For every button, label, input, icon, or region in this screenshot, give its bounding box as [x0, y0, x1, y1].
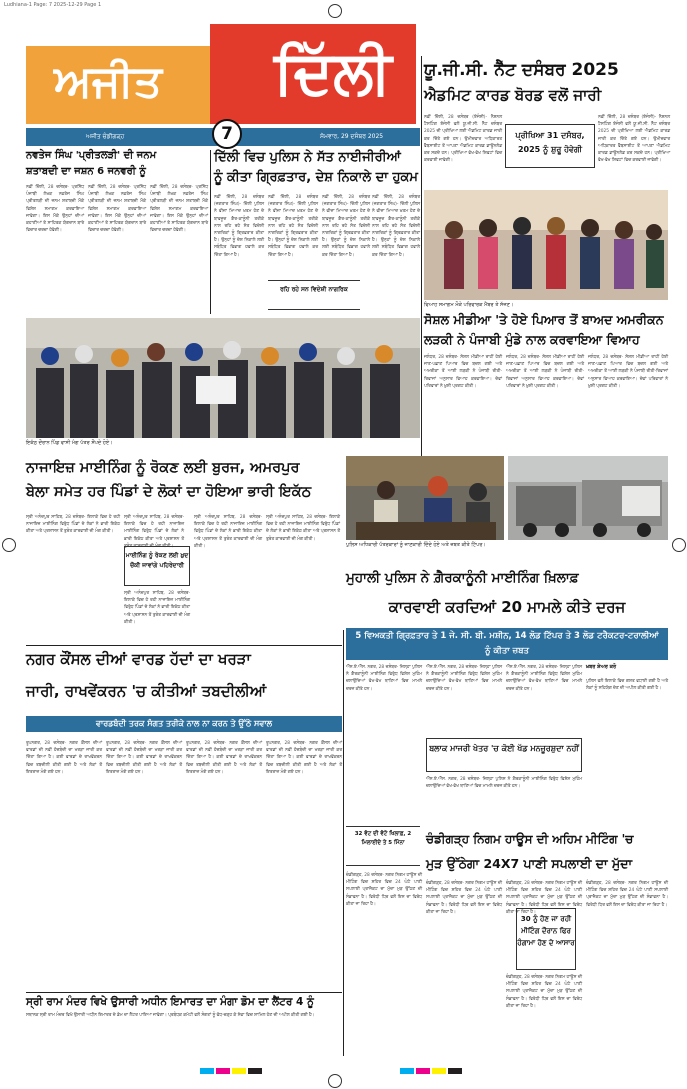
council-headline-2: ਜਾਰੀ, ਰਾਖਵੇਂਕਰਨ 'ਚ ਕੀਤੀਆਂ ਤਬਦੀਲੀਆਂ: [26, 682, 267, 700]
mining-protest-headline-1: ਨਾਜਾਇਜ਼ ਮਾਈਨਿੰਗ ਨੂੰ ਰੋਕਣ ਲਈ ਬੁਰਜ, ਅਮਰਪੁਰ: [26, 460, 300, 476]
column-rule: [421, 56, 422, 456]
column-rule: [343, 630, 344, 1056]
navtej-body-col3: ਨਵੀਂ ਦਿੱਲੀ, 28 ਦਸੰਬਰ- ਪ੍ਰਸਿੱਧ ਪੰਜਾਬੀ ਲੇਖਕ ਨਵਤੇਜ ਸਿੰਘ ਪ੍ਰੀਤਲੜੀ ਦੀ ਜਨਮ ਸ਼ਤਾਬਦੀ ਮੌਕੇ ਵਿਸ਼ੇਸ਼ ਸਮਾਗਮ ਕਰਵਾਇਆ ਜਾਵੇਗਾ। ਇਸ ਮੌਕੇ ਉਨ੍ਹਾਂ ਦੀਆਂ ਕਹਾਣੀਆਂ ਤੇ ਸਾਹਿਤਕ ਯੋਗਦਾਨ ਬਾਰੇ ਵਿਚਾਰ ਚਰਚਾ ਹੋਵੇਗੀ।: [150, 185, 208, 234]
sidebar-kicker: ਖ਼ਬਰ ਸ਼ੇਅਰ ਕਰੋ: [586, 664, 617, 670]
mining-protest-body-col2: ਸ੍ਰੀ ਅਨੰਦਪੁਰ ਸਾਹਿਬ, 28 ਦਸੰਬਰ- ਇਲਾਕੇ ਵਿਚ ਹੋ ਰਹੀ ਨਾਜਾਇਜ਼ ਮਾਈਨਿੰਗ ਵਿਰੁੱਧ ਪਿੰਡਾਂ ਦੇ ਲੋਕਾਂ ਨੇ ਭਾਰੀ ਇਕੱਠ ਕੀਤਾ ਅਤੇ ਪ੍ਰਸ਼ਾਸਨ ਤੋਂ ਤੁਰੰਤ ਕਾਰਵਾਈ ਦੀ ਮੰਗ ਕੀਤੀ।: [124, 515, 184, 549]
mohali-headline-2: ਕਾਰਵਾਈ ਕਰਦਿਆਂ 20 ਮਾਮਲੇ ਕੀਤੇ ਦਰਜ: [388, 598, 626, 616]
temple-body: ਸਥਾਨਕ ਸ੍ਰੀ ਰਾਮ ਮੰਦਰ ਵਿਖੇ ਉਸਾਰੀ ਅਧੀਨ ਇਮਾਰਤ ਦੇ ਡੋਮ ਦਾ ਲੈਂਟਰ ਪਾਇਆ ਜਾਵੇਗਾ। ਪ੍ਰਬੰਧਕ ਕਮੇਟੀ ਵਲੋਂ ਸੰਗਤਾਂ ਨੂੰ ਵੱਧ-ਚੜ੍ਹ ਕੇ ਸੇਵਾ ਵਿਚ ਸ਼ਾਮਿਲ ਹੋਣ ਦੀ ਅਪੀਲ ਕੀਤੀ ਗਈ ਹੈ।: [26, 1013, 315, 1018]
council-body: ਰੂਪਨਗਰ, 28 ਦਸੰਬਰ- ਨਗਰ ਕੌਂਸਲ ਦੀਆਂ ਵਾਰਡਾਂ ਦੀ ਨਵੀਂ ਹੱਦਬੰਦੀ ਦਾ ਖਰੜਾ ਜਾਰੀ ਕਰ ਦਿੱਤਾ ਗਿਆ ਹੈ। ਕਈ ਵਾਰਡਾਂ ਦੇ ਰਾਖਵੇਂਕਰਨ ਵਿਚ ਤਬਦੀਲੀ ਕੀਤੀ ਗਈ ਹੈ ਅਤੇ ਲੋਕਾਂ ਤੋਂ ਇਤਰਾਜ਼ ਮੰਗੇ ਗਏ ਹਨ।: [26, 741, 102, 775]
mohali-body: ਐੱਸ.ਏ.ਐੱਸ. ਨਗਰ, 28 ਦਸੰਬਰ- ਜ਼ਿਲ੍ਹਾ ਪੁਲਿਸ ਨੇ ਗ਼ੈਰਕਾਨੂੰਨੀ ਮਾਈਨਿੰਗ ਵਿਰੁੱਧ ਵਿਸ਼ੇਸ਼ ਮੁਹਿੰਮ ਚਲਾਉਂਦਿਆਂ ਵੱਖ-ਵੱਖ ਥਾਣਿਆਂ ਵਿਚ ਮਾਮਲੇ ਦਰਜ ਕੀਤੇ ਹਨ।: [346, 665, 422, 692]
mohali-caption: ਪੁਲਿਸ ਅਧਿਕਾਰੀ ਪੱਤਰਕਾਰਾਂ ਨੂੰ ਜਾਣਕਾਰੀ ਦਿੰਦੇ ਹੋਏ ਅਤੇ ਜ਼ਬਤ ਕੀਤੇ ਟਿੱਪਰ।: [346, 542, 486, 548]
mohali-box: ਬਲਾਕ ਮਾਜਰੀ ਖੇਤਰ 'ਚ ਕੋਈ ਖੱਡ ਮਨਜ਼ੂਰਸ਼ੁਦਾ ਨਹੀਂ: [426, 738, 582, 772]
sidebar-body: ਪੁਲਿਸ ਵਲੋਂ ਇਲਾਕੇ ਵਿਚ ਗਸ਼ਤ ਵਧਾਈ ਗਈ ਹੈ ਅਤੇ ਲੋਕਾਂ ਨੂੰ ਸਹਿਯੋਗ ਦੇਣ ਦੀ ਅਪੀਲ ਕੀਤੀ ਗਈ ਹੈ।: [586, 679, 668, 692]
chandigarh-pullquote: 32 ਵੋਟ ਦੀ ਵੋਟੋ ਖਿਲਾਫ਼, 2 ਮਿਲਾਈਦੇ ਤੇ 5 ਮਿੰਨਾ: [346, 826, 420, 866]
mohali-trucks-photo-art: [508, 456, 668, 540]
mining-protest-body-col2b: ਸ੍ਰੀ ਅਨੰਦਪੁਰ ਸਾਹਿਬ, 28 ਦਸੰਬਰ- ਇਲਾਕੇ ਵਿਚ ਹੋ ਰਹੀ ਨਾਜਾਇਜ਼ ਮਾਈਨਿੰਗ ਵਿਰੁੱਧ ਪਿੰਡਾਂ ਦੇ ਲੋਕਾਂ ਨੇ ਭਾਰੀ ਇਕੱਠ ਕੀਤਾ ਅਤੇ ਪ੍ਰਸ਼ਾਸਨ ਤੋਂ ਤੁਰੰਤ ਕਾਰਵਾਈ ਦੀ ਮੰਗ ਕੀਤੀ।: [124, 591, 190, 625]
chandigarh-headline-1: ਚੰਡੀਗੜ੍ਹ ਨਿਗਮ ਹਾਊਸ ਦੀ ਅਹਿਮ ਮੀਟਿੰਗ 'ਚ: [426, 832, 634, 846]
mining-protest-pullquote: ਮਾਈਨਿੰਗ ਨੂੰ ਰੋਕਣ ਲਈ ਖ਼ੁਦ ਚੌਕੀ ਜਾਵਾਂਗੇ ਪਹਿਰੇਦਾਰੀ: [124, 546, 190, 586]
police-headline-2: ਨੂੰ ਕੀਤਾ ਗ੍ਰਿਫ਼ਤਾਰ, ਦੇਸ਼ ਨਿਕਾਲੇ ਦਾ ਹੁਕਮ: [214, 170, 418, 185]
column-rule: [210, 150, 211, 314]
mining-protest-body: ਸ੍ਰੀ ਅਨੰਦਪੁਰ ਸਾਹਿਬ, 28 ਦਸੰਬਰ- ਇਲਾਕੇ ਵਿਚ ਹੋ ਰਹੀ ਨਾਜਾਇਜ਼ ਮਾਈਨਿੰਗ ਵਿਰੁੱਧ ਪਿੰਡਾਂ ਦੇ ਲੋਕਾਂ ਨੇ ਭਾਰੀ ਇਕੱਠ ਕੀਤਾ ਅਤੇ ਪ੍ਰਸ਼ਾਸਨ ਤੋਂ ਤੁਰੰਤ ਕਾਰਵਾਈ ਦੀ ਮੰਗ ਕੀਤੀ।: [26, 515, 120, 535]
masthead-city-block: [210, 24, 416, 124]
wedding-headline-1: ਸੋਸ਼ਲ ਮੀਡੀਆ 'ਤੇ ਹੋਏ ਪਿਆਰ ਤੋਂ ਬਾਅਦ ਅਮਰੀਕਨ: [424, 312, 664, 327]
police-body: ਨਵੀਂ ਦਿੱਲੀ, 28 ਦਸੰਬਰ (ਜਗਤਾਰ ਸਿੰਘ)- ਦਿੱਲੀ ਪੁਲਿਸ ਨੇ ਵੀਜ਼ਾ ਮਿਆਦ ਖ਼ਤਮ ਹੋਣ ਦੇ ਬਾਵਜੂਦ ਗ਼ੈਰ-ਕਾਨੂੰਨੀ ਤਰੀਕੇ ਨਾਲ ਰਹਿ ਰਹੇ ਸੱਤ ਵਿਦੇਸ਼ੀ ਨਾਗਰਿਕਾਂ ਨੂੰ ਗ੍ਰਿਫ਼ਤਾਰ ਕੀਤਾ ਹੈ। ਉਨ੍ਹਾਂ ਨੂੰ ਦੇਸ਼ ਨਿਕਾਲੇ ਲਈ ਸਬੰਧਿਤ ਵਿਭਾਗ ਹਵਾਲੇ ਕਰ ਦਿੱਤਾ ਗਿਆ ਹੈ।: [214, 195, 264, 258]
mohali-body-col3: ਐੱਸ.ਏ.ਐੱਸ. ਨਗਰ, 28 ਦਸੰਬਰ- ਜ਼ਿਲ੍ਹਾ ਪੁਲਿਸ ਨੇ ਗ਼ੈਰਕਾਨੂੰਨੀ ਮਾਈਨਿੰਗ ਵਿਰੁੱਧ ਵਿਸ਼ੇਸ਼ ਮੁਹਿੰਮ ਚਲਾਉਂਦਿਆਂ ਵੱਖ-ਵੱਖ ਥਾਣਿਆਂ ਵਿਚ ਮਾਮਲੇ ਦਰਜ ਕੀਤੇ ਹਨ।: [506, 665, 582, 692]
chandigarh-body-col4: ਚੰਡੀਗੜ੍ਹ, 28 ਦਸੰਬਰ- ਨਗਰ ਨਿਗਮ ਹਾਊਸ ਦੀ ਮੀਟਿੰਗ ਵਿਚ ਸ਼ਹਿਰ ਵਿਚ 24 ਘੰਟੇ ਪਾਣੀ ਸਪਲਾਈ ਪ੍ਰਾਜੈਕਟ ਦਾ ਮੁੱਦਾ ਮੁੜ ਉੱਠਣ ਦੀ ਸੰਭਾਵਨਾ ਹੈ। ਵਿਰੋਧੀ ਧਿਰ ਵਲੋਂ ਇਸ ਦਾ ਵਿਰੋਧ ਕੀਤਾ ਜਾ ਰਿਹਾ ਹੈ।: [586, 881, 668, 908]
ugc-body: ਨਵੀਂ ਦਿੱਲੀ, 28 ਦਸੰਬਰ (ਏਜੰਸੀ)- ਨੈਸ਼ਨਲ ਟੈਸਟਿੰਗ ਏਜੰਸੀ ਵਲੋਂ ਯੂ.ਜੀ.ਸੀ. ਨੈੱਟ ਦਸੰਬਰ 2025 ਦੀ ਪ੍ਰੀਖਿਆ ਲਈ ਐਡਮਿਟ ਕਾਰਡ ਜਾਰੀ ਕਰ ਦਿੱਤੇ ਗਏ ਹਨ। ਉਮੀਦਵਾਰ ਅਧਿਕਾਰਤ ਵੈੱਬਸਾਈਟ ਤੋਂ ਆਪਣਾ ਐਡਮਿਟ ਕਾਰਡ ਡਾਊਨਲੋਡ ਕਰ ਸਕਦੇ ਹਨ। ਪ੍ਰੀਖਿਆ ਵੱਖ-ਵੱਖ ਸ਼ਿਫਟਾਂ ਵਿਚ ਕਰਵਾਈ ਜਾਵੇਗੀ।: [424, 115, 502, 164]
police-body-col2: ਨਵੀਂ ਦਿੱਲੀ, 28 ਦਸੰਬਰ (ਜਗਤਾਰ ਸਿੰਘ)- ਦਿੱਲੀ ਪੁਲਿਸ ਨੇ ਵੀਜ਼ਾ ਮਿਆਦ ਖ਼ਤਮ ਹੋਣ ਦੇ ਬਾਵਜੂਦ ਗ਼ੈਰ-ਕਾਨੂੰਨੀ ਤਰੀਕੇ ਨਾਲ ਰਹਿ ਰਹੇ ਸੱਤ ਵਿਦੇਸ਼ੀ ਨਾਗਰਿਕਾਂ ਨੂੰ ਗ੍ਰਿਫ਼ਤਾਰ ਕੀਤਾ ਹੈ। ਉਨ੍ਹਾਂ ਨੂੰ ਦੇਸ਼ ਨਿਕਾਲੇ ਲਈ ਸਬੰਧਿਤ ਵਿਭਾਗ ਹਵਾਲੇ ਕਰ ਦਿੱਤਾ ਗਿਆ ਹੈ।: [268, 195, 318, 258]
chandigarh-body-col3b: ਚੰਡੀਗੜ੍ਹ, 28 ਦਸੰਬਰ- ਨਗਰ ਨਿਗਮ ਹਾਊਸ ਦੀ ਮੀਟਿੰਗ ਵਿਚ ਸ਼ਹਿਰ ਵਿਚ 24 ਘੰਟੇ ਪਾਣੀ ਸਪਲਾਈ ਪ੍ਰਾਜੈਕਟ ਦਾ ਮੁੱਦਾ ਮੁੜ ਉੱਠਣ ਦੀ ਸੰਭਾਵਨਾ ਹੈ। ਵਿਰੋਧੀ ਧਿਰ ਵਲੋਂ ਇਸ ਦਾ ਵਿਰੋਧ ਕੀਤਾ ਜਾ ਰਿਹਾ ਹੈ।: [506, 975, 582, 1009]
council-body-col4: ਰੂਪਨਗਰ, 28 ਦਸੰਬਰ- ਨਗਰ ਕੌਂਸਲ ਦੀਆਂ ਵਾਰਡਾਂ ਦੀ ਨਵੀਂ ਹੱਦਬੰਦੀ ਦਾ ਖਰੜਾ ਜਾਰੀ ਕਰ ਦਿੱਤਾ ਗਿਆ ਹੈ। ਕਈ ਵਾਰਡਾਂ ਦੇ ਰਾਖਵੇਂਕਰਨ ਵਿਚ ਤਬਦੀਲੀ ਕੀਤੀ ਗਈ ਹੈ ਅਤੇ ਲੋਕਾਂ ਤੋਂ ਇਤਰਾਜ਼ ਮੰਗੇ ਗਏ ਹਨ।: [266, 741, 342, 775]
navtej-headline-1: ਨਵਤੇਜ ਸਿੰਘ 'ਪ੍ਰੀਤਲੜੀ' ਦੀ ਜਨਮ: [26, 150, 157, 161]
section-rule: [26, 992, 342, 993]
mining-protest-caption: ਇਕੱਠ ਦੌਰਾਨ ਪਿੰਡ ਵਾਸੀ ਮੰਗ ਪੱਤਰ ਸੌਂਪਦੇ ਹੋਏ।: [26, 440, 113, 446]
swatch-cyan: [400, 1068, 414, 1074]
swatch-black: [248, 1068, 262, 1074]
swatch-magenta: [416, 1068, 430, 1074]
swatch-black: [448, 1068, 462, 1074]
police-body-col3: ਨਵੀਂ ਦਿੱਲੀ, 28 ਦਸੰਬਰ (ਜਗਤਾਰ ਸਿੰਘ)- ਦਿੱਲੀ ਪੁਲਿਸ ਨੇ ਵੀਜ਼ਾ ਮਿਆਦ ਖ਼ਤਮ ਹੋਣ ਦੇ ਬਾਵਜੂਦ ਗ਼ੈਰ-ਕਾਨੂੰਨੀ ਤਰੀਕੇ ਨਾਲ ਰਹਿ ਰਹੇ ਸੱਤ ਵਿਦੇਸ਼ੀ ਨਾਗਰਿਕਾਂ ਨੂੰ ਗ੍ਰਿਫ਼ਤਾਰ ਕੀਤਾ ਹੈ। ਉਨ੍ਹਾਂ ਨੂੰ ਦੇਸ਼ ਨਿਕਾਲੇ ਲਈ ਸਬੰਧਿਤ ਵਿਭਾਗ ਹਵਾਲੇ ਕਰ ਦਿੱਤਾ ਗਿਆ ਹੈ।: [322, 195, 370, 258]
masthead-brand: ਅਜੀਤ: [54, 56, 162, 107]
mohali-body-col2: ਐੱਸ.ਏ.ਐੱਸ. ਨਗਰ, 28 ਦਸੰਬਰ- ਜ਼ਿਲ੍ਹਾ ਪੁਲਿਸ ਨੇ ਗ਼ੈਰਕਾਨੂੰਨੀ ਮਾਈਨਿੰਗ ਵਿਰੁੱਧ ਵਿਸ਼ੇਸ਼ ਮੁਹਿੰਮ ਚਲਾਉਂਦਿਆਂ ਵੱਖ-ਵੱਖ ਥਾਣਿਆਂ ਵਿਚ ਮਾਮਲੇ ਦਰਜ ਕੀਤੇ ਹਨ।: [426, 665, 502, 692]
page-number: 7: [212, 119, 242, 149]
registration-mark: [328, 4, 342, 18]
swatch-cyan: [200, 1068, 214, 1074]
chandigarh-body-col2: ਚੰਡੀਗੜ੍ਹ, 28 ਦਸੰਬਰ- ਨਗਰ ਨਿਗਮ ਹਾਊਸ ਦੀ ਮੀਟਿੰਗ ਵਿਚ ਸ਼ਹਿਰ ਵਿਚ 24 ਘੰਟੇ ਪਾਣੀ ਸਪਲਾਈ ਪ੍ਰਾਜੈਕਟ ਦਾ ਮੁੱਦਾ ਮੁੜ ਉੱਠਣ ਦੀ ਸੰਭਾਵਨਾ ਹੈ। ਵਿਰੋਧੀ ਧਿਰ ਵਲੋਂ ਇਸ ਦਾ ਵਿਰੋਧ ਕੀਤਾ ਜਾ ਰਿਹਾ ਹੈ।: [426, 881, 502, 915]
ugc-body-col: ਨਵੀਂ ਦਿੱਲੀ, 28 ਦਸੰਬਰ (ਏਜੰਸੀ)- ਨੈਸ਼ਨਲ ਟੈਸਟਿੰਗ ਏਜੰਸੀ ਵਲੋਂ ਯੂ.ਜੀ.ਸੀ. ਨੈੱਟ ਦਸੰਬਰ 2025 ਦੀ ਪ੍ਰੀਖਿਆ ਲਈ ਐਡਮਿਟ ਕਾਰਡ ਜਾਰੀ ਕਰ ਦਿੱਤੇ ਗਏ ਹਨ। ਉਮੀਦਵਾਰ ਅਧਿਕਾਰਤ ਵੈੱਬਸਾਈਟ ਤੋਂ ਆਪਣਾ ਐਡਮਿਟ ਕਾਰਡ ਡਾਊਨਲੋਡ ਕਰ ਸਕਦੇ ਹਨ। ਪ੍ਰੀਖਿਆ ਵੱਖ-ਵੱਖ ਸ਼ਿਫਟਾਂ ਵਿਚ ਕਰਵਾਈ ਜਾਵੇਗੀ।: [598, 115, 670, 164]
wedding-photo-art: [424, 190, 668, 300]
section-rule: [26, 645, 342, 646]
wedding-photo: [424, 190, 668, 300]
chandigarh-body-col3: ਚੰਡੀਗੜ੍ਹ, 28 ਦਸੰਬਰ- ਨਗਰ ਨਿਗਮ ਹਾਊਸ ਦੀ ਮੀਟਿੰਗ ਵਿਚ ਸ਼ਹਿਰ ਵਿਚ 24 ਘੰਟੇ ਪਾਣੀ ਸਪਲਾਈ ਪ੍ਰਾਜੈਕਟ ਦਾ ਮੁੱਦਾ ਮੁੜ ਉੱਠਣ ਦੀ ਸੰਭਾਵਨਾ ਹੈ। ਵਿਰੋਧੀ ਧਿਰ ਵਲੋਂ ਇਸ ਦਾ ਵਿਰੋਧ ਕੀਤਾ ਜਾ ਰਿਹਾ ਹੈ।: [506, 881, 582, 915]
edition-label: ਅਜੀਤ ਚੰਡੀਗੜ੍ਹ: [86, 133, 125, 140]
swatch-yellow: [232, 1068, 246, 1074]
mohali-press-photo: [346, 456, 504, 540]
wedding-headline-2: ਲੜਕੀ ਨੇ ਪੰਜਾਬੀ ਮੁੰਡੇ ਨਾਲ ਕਰਵਾਇਆ ਵਿਆਹ: [424, 332, 640, 347]
mining-protest-body-col3: ਸ੍ਰੀ ਅਨੰਦਪੁਰ ਸਾਹਿਬ, 28 ਦਸੰਬਰ- ਇਲਾਕੇ ਵਿਚ ਹੋ ਰਹੀ ਨਾਜਾਇਜ਼ ਮਾਈਨਿੰਗ ਵਿਰੁੱਧ ਪਿੰਡਾਂ ਦੇ ਲੋਕਾਂ ਨੇ ਭਾਰੀ ਇਕੱਠ ਕੀਤਾ ਅਤੇ ਪ੍ਰਸ਼ਾਸਨ ਤੋਂ ਤੁਰੰਤ ਕਾਰਵਾਈ ਦੀ ਮੰਗ ਕੀਤੀ।: [194, 515, 262, 549]
mohali-body-col2b: ਐੱਸ.ਏ.ਐੱਸ. ਨਗਰ, 28 ਦਸੰਬਰ- ਜ਼ਿਲ੍ਹਾ ਪੁਲਿਸ ਨੇ ਗ਼ੈਰਕਾਨੂੰਨੀ ਮਾਈਨਿੰਗ ਵਿਰੁੱਧ ਵਿਸ਼ੇਸ਼ ਮੁਹਿੰਮ ਚਲਾਉਂਦਿਆਂ ਵੱਖ-ਵੱਖ ਥਾਣਿਆਂ ਵਿਚ ਮਾਮਲੇ ਦਰਜ ਕੀਤੇ ਹਨ।: [426, 777, 582, 790]
mohali-trucks-photo: [508, 456, 668, 540]
mohali-press-photo-art: [346, 456, 504, 540]
mining-protest-photo: [26, 318, 420, 438]
council-headline-1: ਨਗਰ ਕੌਂਸਲ ਦੀਆਂ ਵਾਰਡ ਹੱਦਾਂ ਦਾ ਖਰੜਾ: [26, 650, 251, 668]
chandigarh-body: ਚੰਡੀਗੜ੍ਹ, 28 ਦਸੰਬਰ- ਨਗਰ ਨਿਗਮ ਹਾਊਸ ਦੀ ਮੀਟਿੰਗ ਵਿਚ ਸ਼ਹਿਰ ਵਿਚ 24 ਘੰਟੇ ਪਾਣੀ ਸਪਲਾਈ ਪ੍ਰਾਜੈਕਟ ਦਾ ਮੁੱਦਾ ਮੁੜ ਉੱਠਣ ਦੀ ਸੰਭਾਵਨਾ ਹੈ। ਵਿਰੋਧੀ ਧਿਰ ਵਲੋਂ ਇਸ ਦਾ ਵਿਰੋਧ ਕੀਤਾ ਜਾ ਰਿਹਾ ਹੈ।: [346, 873, 422, 907]
mining-protest-headline-2: ਬੇਲਾ ਸਮੇਤ ਹਰ ਪਿੰਡਾਂ ਦੇ ਲੋਕਾਂ ਦਾ ਹੋਇਆ ਭਾਰੀ ਇਕੱਠ: [26, 484, 312, 500]
police-pullquote: ਰਹਿ ਰਹੇ ਸਨ ਵਿਦੇਸ਼ੀ ਨਾਗਰਿਕ: [268, 280, 360, 310]
masthead-brand-block: [26, 46, 210, 124]
mining-protest-body-col4: ਸ੍ਰੀ ਅਨੰਦਪੁਰ ਸਾਹਿਬ, 28 ਦਸੰਬਰ- ਇਲਾਕੇ ਵਿਚ ਹੋ ਰਹੀ ਨਾਜਾਇਜ਼ ਮਾਈਨਿੰਗ ਵਿਰੁੱਧ ਪਿੰਡਾਂ ਦੇ ਲੋਕਾਂ ਨੇ ਭਾਰੀ ਇਕੱਠ ਕੀਤਾ ਅਤੇ ਪ੍ਰਸ਼ਾਸਨ ਤੋਂ ਤੁਰੰਤ ਕਾਰਵਾਈ ਦੀ ਮੰਗ ਕੀਤੀ।: [266, 515, 340, 542]
chandigarh-callout: 30 ਨੂੰ ਹੋਣ ਜਾ ਰਹੀ ਮੀਟਿੰਗ ਦੌਰਾਨ ਫਿਰ ਹੰਗਾਮਾ ਹੋਣ ਦੇ ਆਸਾਰ: [516, 908, 576, 970]
registration-mark: [2, 538, 16, 552]
mohali-bar: 5 ਵਿਅਕਤੀ ਗ੍ਰਿਫ਼ਤਾਰ ਤੇ 1 ਜੇ. ਸੀ. ਬੀ. ਮਸ਼ੀਨ, 14 ਲੋਡ ਟਿੱਪਰ ਤੇ 3 ਲੋਡ ਟਰੈਕਟਰ-ਟਰਾਲੀਆਂ ਨੂੰ ਕੀਤਾ ਜ਼ਬਤ: [346, 628, 668, 660]
mohali-headline-1: ਮੁਹਾਲੀ ਪੁਲਿਸ ਨੇ ਗ਼ੈਰਕਾਨੂੰਨੀ ਮਾਈਨਿੰਗ ਖ਼ਿਲਾਫ਼: [346, 570, 579, 586]
navtej-headline-2: ਸ਼ਤਾਬਦੀ ਦਾ ਜਸ਼ਨ 6 ਜਨਵਰੀ ਨੂੰ: [26, 166, 146, 177]
chandigarh-headline-2: ਮੁੜ ਉੱਠੇਗਾ 24X7 ਪਾਣੀ ਸਪਲਾਈ ਦਾ ਮੁੱਦਾ: [426, 856, 633, 871]
police-body-col4: ਨਵੀਂ ਦਿੱਲੀ, 28 ਦਸੰਬਰ (ਜਗਤਾਰ ਸਿੰਘ)- ਦਿੱਲੀ ਪੁਲਿਸ ਨੇ ਵੀਜ਼ਾ ਮਿਆਦ ਖ਼ਤਮ ਹੋਣ ਦੇ ਬਾਵਜੂਦ ਗ਼ੈਰ-ਕਾਨੂੰਨੀ ਤਰੀਕੇ ਨਾਲ ਰਹਿ ਰਹੇ ਸੱਤ ਵਿਦੇਸ਼ੀ ਨਾਗਰਿਕਾਂ ਨੂੰ ਗ੍ਰਿਫ਼ਤਾਰ ਕੀਤਾ ਹੈ। ਉਨ੍ਹਾਂ ਨੂੰ ਦੇਸ਼ ਨਿਕਾਲੇ ਲਈ ਸਬੰਧਿਤ ਵਿਭਾਗ ਹਵਾਲੇ ਕਰ ਦਿੱਤਾ ਗਿਆ ਹੈ।: [372, 195, 420, 258]
wedding-caption: ਵਿਆਹ ਸਮਾਗਮ ਮੌਕੇ ਪਰਿਵਾਰਕ ਮੈਂਬਰ ਤੇ ਸੱਜਣ।: [424, 302, 514, 308]
ugc-headline-2: ਐਡਮਿਟ ਕਾਰਡ ਬੋਰਡ ਵਲੋਂ ਜਾਰੀ: [424, 86, 602, 104]
ugc-callout: ਪ੍ਰੀਖਿਆ 31 ਦਸੰਬਰ, 2025 ਨੂੰ ਸ਼ੁਰੂ ਹੋਵੇਗੀ: [505, 124, 595, 168]
registration-mark: [672, 538, 686, 552]
print-info: Ludhiana-1 Page: 7 2025-12-29 Page 1: [4, 2, 102, 8]
wedding-body-col2: ਜਲੰਧਰ, 28 ਦਸੰਬਰ- ਸੋਸ਼ਲ ਮੀਡੀਆ ਰਾਹੀਂ ਹੋਈ ਜਾਣ-ਪਛਾਣ ਪਿਆਰ ਵਿਚ ਬਦਲ ਗਈ ਅਤੇ ਅਮਰੀਕਾ ਤੋਂ ਆਈ ਲੜਕੀ ਨੇ ਪੰਜਾਬੀ ਰੀਤੀ-ਰਿਵਾਜਾਂ ਅਨੁਸਾਰ ਵਿਆਹ ਕਰਵਾਇਆ। ਦੋਵਾਂ ਪਰਿਵਾਰਾਂ ਨੇ ਖ਼ੁਸ਼ੀ ਪ੍ਰਗਟ ਕੀਤੀ।: [506, 355, 584, 389]
temple-headline: ਸ੍ਰੀ ਰਾਮ ਮੰਦਰ ਵਿਖੇ ਉਸਾਰੀ ਅਧੀਨ ਇਮਾਰਤ ਦਾ ਮੰਗਾ ਡੋਮ ਦਾ ਲੈਂਟਰ 4 ਨੂੰ: [26, 996, 314, 1008]
council-bar: ਵਾਰਡਬੰਦੀ ਤਰਕ ਸੰਗਤ ਤਰੀਕੇ ਨਾਲ ਨਾ ਕਰਨ ਤੇ ਉੱਠੇ ਸਵਾਲ: [26, 716, 342, 732]
wedding-body-col3: ਜਲੰਧਰ, 28 ਦਸੰਬਰ- ਸੋਸ਼ਲ ਮੀਡੀਆ ਰਾਹੀਂ ਹੋਈ ਜਾਣ-ਪਛਾਣ ਪਿਆਰ ਵਿਚ ਬਦਲ ਗਈ ਅਤੇ ਅਮਰੀਕਾ ਤੋਂ ਆਈ ਲੜਕੀ ਨੇ ਪੰਜਾਬੀ ਰੀਤੀ-ਰਿਵਾਜਾਂ ਅਨੁਸਾਰ ਵਿਆਹ ਕਰਵਾਇਆ। ਦੋਵਾਂ ਪਰਿਵਾਰਾਂ ਨੇ ਖ਼ੁਸ਼ੀ ਪ੍ਰਗਟ ਕੀਤੀ।: [588, 355, 668, 389]
masthead-city: ਦਿੱਲੀ: [274, 38, 392, 108]
mining-protest-photo-art: [26, 318, 420, 438]
swatch-magenta: [216, 1068, 230, 1074]
council-body-col2: ਰੂਪਨਗਰ, 28 ਦਸੰਬਰ- ਨਗਰ ਕੌਂਸਲ ਦੀਆਂ ਵਾਰਡਾਂ ਦੀ ਨਵੀਂ ਹੱਦਬੰਦੀ ਦਾ ਖਰੜਾ ਜਾਰੀ ਕਰ ਦਿੱਤਾ ਗਿਆ ਹੈ। ਕਈ ਵਾਰਡਾਂ ਦੇ ਰਾਖਵੇਂਕਰਨ ਵਿਚ ਤਬਦੀਲੀ ਕੀਤੀ ਗਈ ਹੈ ਅਤੇ ਲੋਕਾਂ ਤੋਂ ਇਤਰਾਜ਼ ਮੰਗੇ ਗਏ ਹਨ।: [106, 741, 182, 775]
issue-date: ਸੋਮਵਾਰ, 29 ਦਸੰਬਰ 2025: [320, 133, 384, 140]
council-body-col3: ਰੂਪਨਗਰ, 28 ਦਸੰਬਰ- ਨਗਰ ਕੌਂਸਲ ਦੀਆਂ ਵਾਰਡਾਂ ਦੀ ਨਵੀਂ ਹੱਦਬੰਦੀ ਦਾ ਖਰੜਾ ਜਾਰੀ ਕਰ ਦਿੱਤਾ ਗਿਆ ਹੈ। ਕਈ ਵਾਰਡਾਂ ਦੇ ਰਾਖਵੇਂਕਰਨ ਵਿਚ ਤਬਦੀਲੀ ਕੀਤੀ ਗਈ ਹੈ ਅਤੇ ਲੋਕਾਂ ਤੋਂ ਇਤਰਾਜ਼ ਮੰਗੇ ਗਏ ਹਨ।: [186, 741, 262, 775]
registration-mark: [328, 1074, 342, 1088]
navtej-body-col2: ਨਵੀਂ ਦਿੱਲੀ, 28 ਦਸੰਬਰ- ਪ੍ਰਸਿੱਧ ਪੰਜਾਬੀ ਲੇਖਕ ਨਵਤੇਜ ਸਿੰਘ ਪ੍ਰੀਤਲੜੀ ਦੀ ਜਨਮ ਸ਼ਤਾਬਦੀ ਮੌਕੇ ਵਿਸ਼ੇਸ਼ ਸਮਾਗਮ ਕਰਵਾਇਆ ਜਾਵੇਗਾ। ਇਸ ਮੌਕੇ ਉਨ੍ਹਾਂ ਦੀਆਂ ਕਹਾਣੀਆਂ ਤੇ ਸਾਹਿਤਕ ਯੋਗਦਾਨ ਬਾਰੇ ਵਿਚਾਰ ਚਰਚਾ ਹੋਵੇਗੀ।: [88, 185, 146, 234]
navtej-body: ਨਵੀਂ ਦਿੱਲੀ, 28 ਦਸੰਬਰ- ਪ੍ਰਸਿੱਧ ਪੰਜਾਬੀ ਲੇਖਕ ਨਵਤੇਜ ਸਿੰਘ ਪ੍ਰੀਤਲੜੀ ਦੀ ਜਨਮ ਸ਼ਤਾਬਦੀ ਮੌਕੇ ਵਿਸ਼ੇਸ਼ ਸਮਾਗਮ ਕਰਵਾਇਆ ਜਾਵੇਗਾ। ਇਸ ਮੌਕੇ ਉਨ੍ਹਾਂ ਦੀਆਂ ਕਹਾਣੀਆਂ ਤੇ ਸਾਹਿਤਕ ਯੋਗਦਾਨ ਬਾਰੇ ਵਿਚਾਰ ਚਰਚਾ ਹੋਵੇਗੀ।: [26, 185, 84, 234]
wedding-body: ਜਲੰਧਰ, 28 ਦਸੰਬਰ- ਸੋਸ਼ਲ ਮੀਡੀਆ ਰਾਹੀਂ ਹੋਈ ਜਾਣ-ਪਛਾਣ ਪਿਆਰ ਵਿਚ ਬਦਲ ਗਈ ਅਤੇ ਅਮਰੀਕਾ ਤੋਂ ਆਈ ਲੜਕੀ ਨੇ ਪੰਜਾਬੀ ਰੀਤੀ-ਰਿਵਾਜਾਂ ਅਨੁਸਾਰ ਵਿਆਹ ਕਰਵਾਇਆ। ਦੋਵਾਂ ਪਰਿਵਾਰਾਂ ਨੇ ਖ਼ੁਸ਼ੀ ਪ੍ਰਗਟ ਕੀਤੀ।: [424, 355, 502, 389]
police-headline-1: ਦਿੱਲੀ ਵਿਚ ਪੁਲਿਸ ਨੇ ਸੱਤ ਨਾਈਜੀਰੀਆਂ: [214, 150, 401, 165]
ugc-headline-1: ਯੂ.ਜੀ.ਸੀ. ਨੈੱਟ ਦਸੰਬਰ 2025: [424, 60, 619, 80]
swatch-yellow: [432, 1068, 446, 1074]
